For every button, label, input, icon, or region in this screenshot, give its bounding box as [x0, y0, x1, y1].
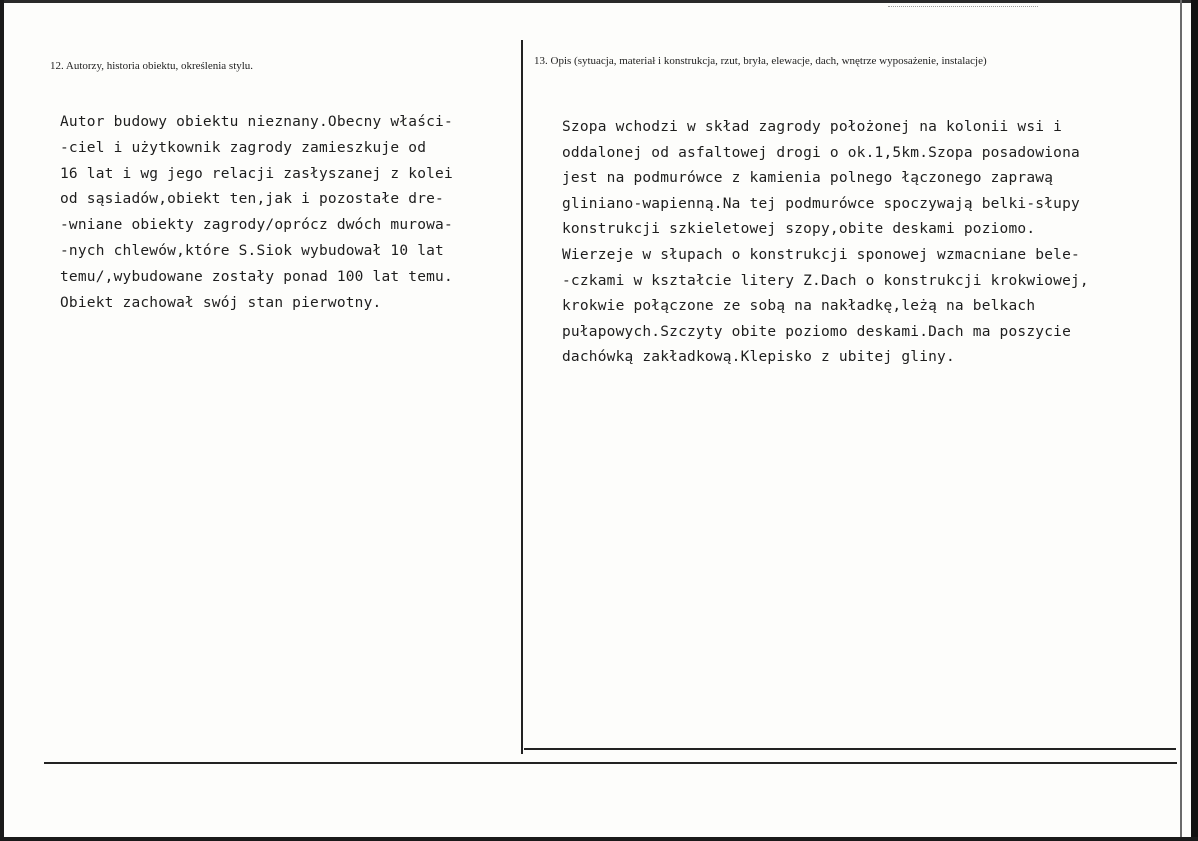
text-line: -czkami w kształcie litery Z.Dach o konstrukcji krokwiowej,: [562, 272, 1089, 289]
text-line: Autor budowy obiektu nieznany.Obecny właści-: [60, 114, 453, 130]
top-edge-marks: [888, 0, 1038, 7]
text-line: Obiekt zachował swój stan pierwotny.: [60, 294, 382, 311]
text-line: gliniano-wapienną.Na tej podmurówce spoczywają belki-słupy: [562, 195, 1080, 212]
rule-bottom: [44, 762, 1177, 764]
section-13-title: 13. Opis (sytuacja, materiał i konstrukcja, rzut, bryła, elewacje, dach, wnętrze wyposażenie, instalacje): [534, 55, 987, 67]
text-line: -wniane obiekty zagrody/oprócz dwóch murowa-: [60, 217, 453, 234]
text-line: oddalonej od asfaltowej drogi o ok.1,5km.Szopa posadowiona: [562, 144, 1080, 161]
section-12-text: [60, 110, 453, 316]
text-line: krokwie połączone ze sobą na nakładkę,leżą na belkach: [562, 298, 1036, 315]
scan-edge-inner-right: [1180, 0, 1182, 841]
section-13-text: [562, 115, 1089, 371]
scan-edge-right: [1191, 0, 1198, 841]
text-line: temu/,wybudowane zostały ponad 100 lat temu.: [60, 268, 453, 285]
column-divider: [521, 40, 523, 754]
text-line: Wierzeje w słupach o konstrukcji sponowej wzmacniane bele-: [562, 246, 1080, 263]
rule-right-column: [524, 748, 1176, 750]
text-line: -nych chlewów,które S.Siok wybudował 10 lat: [60, 242, 444, 259]
scan-edge-left: [0, 0, 4, 841]
text-line: -ciel i użytkownik zagrody zamieszkuje od: [60, 139, 427, 156]
text-line: Szopa wchodzi w skład zagrody położonej na kolonii wsi i: [562, 119, 1063, 135]
text-line: jest na podmurówce z kamienia polnego łączonego zaprawą: [562, 170, 1054, 187]
text-line: pułapowych.Szczyty obite poziomo deskami.Dach ma poszycie: [562, 323, 1071, 340]
text-line: 16 lat i wg jego relacji zasłyszanej z kolei: [60, 165, 453, 182]
section-12-title: 12. Autorzy, historia obiektu, określenia stylu.: [50, 60, 254, 72]
text-line: dachówką zakładkową.Klepisko z ubitej gliny.: [562, 349, 955, 366]
scan-edge-bottom: [0, 837, 1198, 841]
text-line: od sąsiadów,obiekt ten,jak i pozostałe dre-: [60, 191, 444, 208]
text-line: konstrukcji szkieletowej szopy,obite deskami poziomo.: [562, 221, 1036, 238]
